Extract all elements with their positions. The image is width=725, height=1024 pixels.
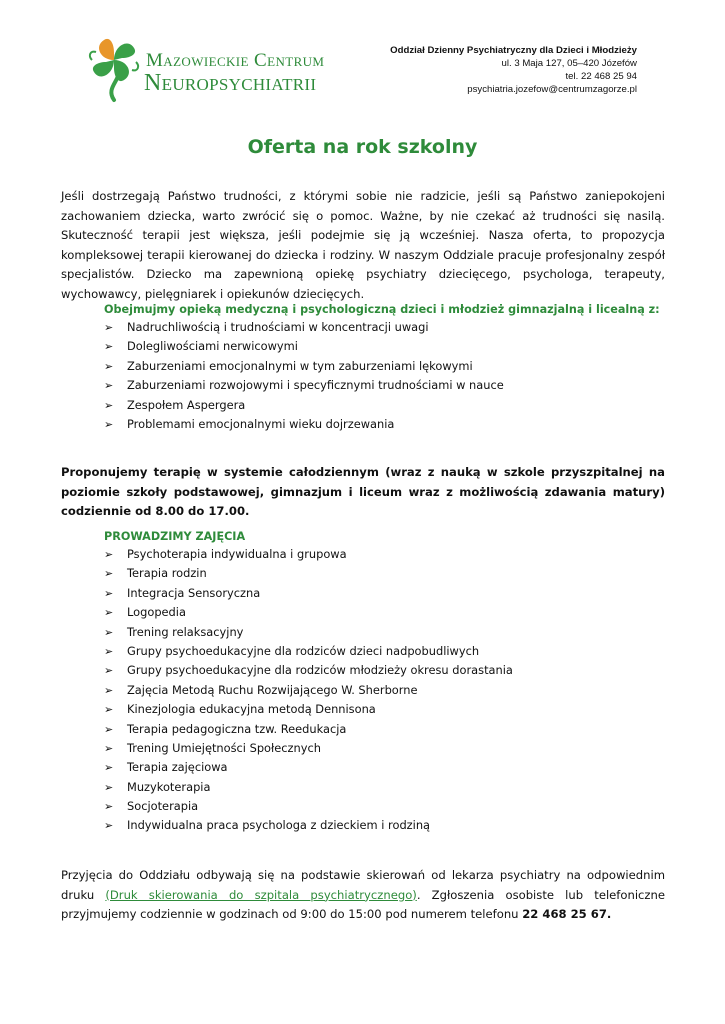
list-item: ➢ Zespołem Aspergera xyxy=(104,396,504,415)
care-heading: Obejmujmy opieką medyczną i psychologiczną dzieci i młodzież gimnazjalną i licealną z: xyxy=(104,303,660,316)
contact-block xyxy=(390,44,637,96)
arrow-bullet-icon: ➢ xyxy=(104,780,114,794)
list-item: ➢ Grupy psychoedukacyjne dla rodziców dzieci nadpobudliwych xyxy=(104,642,513,661)
list-item: ➢ Integracja Sensoryczna xyxy=(104,584,513,603)
logo-line-1: Mazowieckie Centrum xyxy=(146,50,325,71)
arrow-bullet-icon: ➢ xyxy=(104,567,114,581)
referral-form-link[interactable]: (Druk skierowania do szpitala psychiatrycznego) xyxy=(105,887,417,902)
email: psychiatria.jozefow@centrumzagorze.pl xyxy=(467,84,637,95)
page-header xyxy=(0,0,725,120)
schedule-paragraph: Proponujemy terapię w systemie całodziennym (wraz z nauką w szkole przyszpitalnej na poziomie szkoły podstawowej, gimnazjum i liceum wraz z możliwością zdawania matury) codziennie od 8.00 do 17.00. xyxy=(61,465,665,518)
arrow-bullet-icon: ➢ xyxy=(104,321,114,334)
list-item: ➢ Logopedia xyxy=(104,603,513,622)
arrow-bullet-icon: ➢ xyxy=(104,625,114,639)
list-item: ➢ Terapia pedagogiczna tzw. Reedukacja xyxy=(104,720,513,739)
list-item: ➢ Zaburzeniami emocjonalnymi w tym zaburzeniami lękowymi xyxy=(104,357,504,376)
arrow-bullet-icon: ➢ xyxy=(104,606,114,620)
list-item: ➢ Psychoterapia indywidualna i grupowa xyxy=(104,545,513,564)
logo xyxy=(86,30,386,105)
admission-text-1: Przyjęcia do Oddziału odbywają się na podstawie skierowań od lekarza psychiatry na odpowiednim druku xyxy=(61,868,665,902)
list-item: ➢ Grupy psychoedukacyjne dla rodziców młodzieży okresu dorastania xyxy=(104,661,513,680)
org-name: Oddział Dzienny Psychiatryczny dla Dzieci i Młodzieży xyxy=(390,45,637,56)
list-item: ➢ Zaburzeniami rozwojowymi i specyficznymi trudnościami w nauce xyxy=(104,376,504,395)
list-item: ➢ Socjoterapia xyxy=(104,797,513,816)
activities-list xyxy=(104,545,513,836)
arrow-bullet-icon: ➢ xyxy=(104,379,114,393)
care-list xyxy=(104,318,504,434)
list-item: ➢ Nadruchliwością i trudnościami w koncentracji uwagi xyxy=(104,318,504,337)
arrow-bullet-icon: ➢ xyxy=(104,819,114,833)
arrow-bullet-icon: ➢ xyxy=(104,722,114,736)
arrow-bullet-icon: ➢ xyxy=(104,644,114,658)
arrow-bullet-icon: ➢ xyxy=(104,683,114,697)
list-item: ➢ Zajęcia Metodą Ruchu Rozwijającego W. Sherborne xyxy=(104,681,513,700)
arrow-bullet-icon: ➢ xyxy=(104,548,114,561)
list-item: ➢ Terapia rodzin xyxy=(104,564,513,583)
list-item: ➢ Terapia zajęciowa xyxy=(104,758,513,777)
arrow-bullet-icon: ➢ xyxy=(104,664,114,678)
admission-phone: 22 468 25 67. xyxy=(522,907,612,921)
arrow-bullet-icon: ➢ xyxy=(104,741,114,755)
list-item: ➢ Trening relaksacyjny xyxy=(104,623,513,642)
intro-paragraph: Jeśli dostrzegają Państwo trudności, z którymi sobie nie radzicie, jeśli są Państwo zaniepokojeni zachowaniem dziecka, warto zwrócić się o pomoc. Ważne, by nie czekać aż trudności się nasilą. Skuteczność terapii jest większa, jeśli podejmie się ją wcześniej. Nasza oferta, to propozycja kompleksowej terapii kierowanej do dziecka i rodziny. W naszym Oddziale pracuje profesjonalny zespół specjalistów. Dziecko ma zapewnioną opiekę psychiatry dziecięcego, psychologa, terapeuty, wychowawcy, pielęgniarek i opiekunów dziecięcych. xyxy=(61,189,665,301)
arrow-bullet-icon: ➢ xyxy=(104,417,114,431)
logo-line-2: Neuropsychiatrii xyxy=(144,70,317,96)
arrow-bullet-icon: ➢ xyxy=(104,359,114,373)
address: ul. 3 Maja 127, 05–420 Józefów xyxy=(501,58,637,69)
arrow-bullet-icon: ➢ xyxy=(104,586,114,600)
admission-text-2: . Zgłoszenia osobiste lub telefoniczne przyjmujemy codziennie w godzinach od 9:00 do 15:00 pod numerem telefonu xyxy=(61,887,665,921)
list-item: ➢ Muzykoterapia xyxy=(104,778,513,797)
list-item: ➢ Problemami emocjonalnymi wieku dojrzewania xyxy=(104,415,504,434)
phone: tel. 22 468 25 94 xyxy=(565,71,637,82)
arrow-bullet-icon: ➢ xyxy=(104,398,114,412)
clover-logo-icon xyxy=(86,30,142,105)
arrow-bullet-icon: ➢ xyxy=(104,761,114,775)
arrow-bullet-icon: ➢ xyxy=(104,340,114,354)
activities-heading: PROWADZIMY ZAJĘCIA xyxy=(104,530,246,543)
admission-paragraph xyxy=(61,866,665,925)
list-item: ➢ Indywidualna praca psychologa z dzieckiem i rodziną xyxy=(104,816,513,835)
page-title: Oferta na rok szkolny xyxy=(247,136,478,158)
list-item: ➢ Dolegliwościami nerwicowymi xyxy=(104,337,504,356)
list-item: ➢ Trening Umiejętności Społecznych xyxy=(104,739,513,758)
arrow-bullet-icon: ➢ xyxy=(104,703,114,717)
arrow-bullet-icon: ➢ xyxy=(104,800,114,814)
list-item: ➢ Kinezjologia edukacyjna metodą Dennisona xyxy=(104,700,513,719)
